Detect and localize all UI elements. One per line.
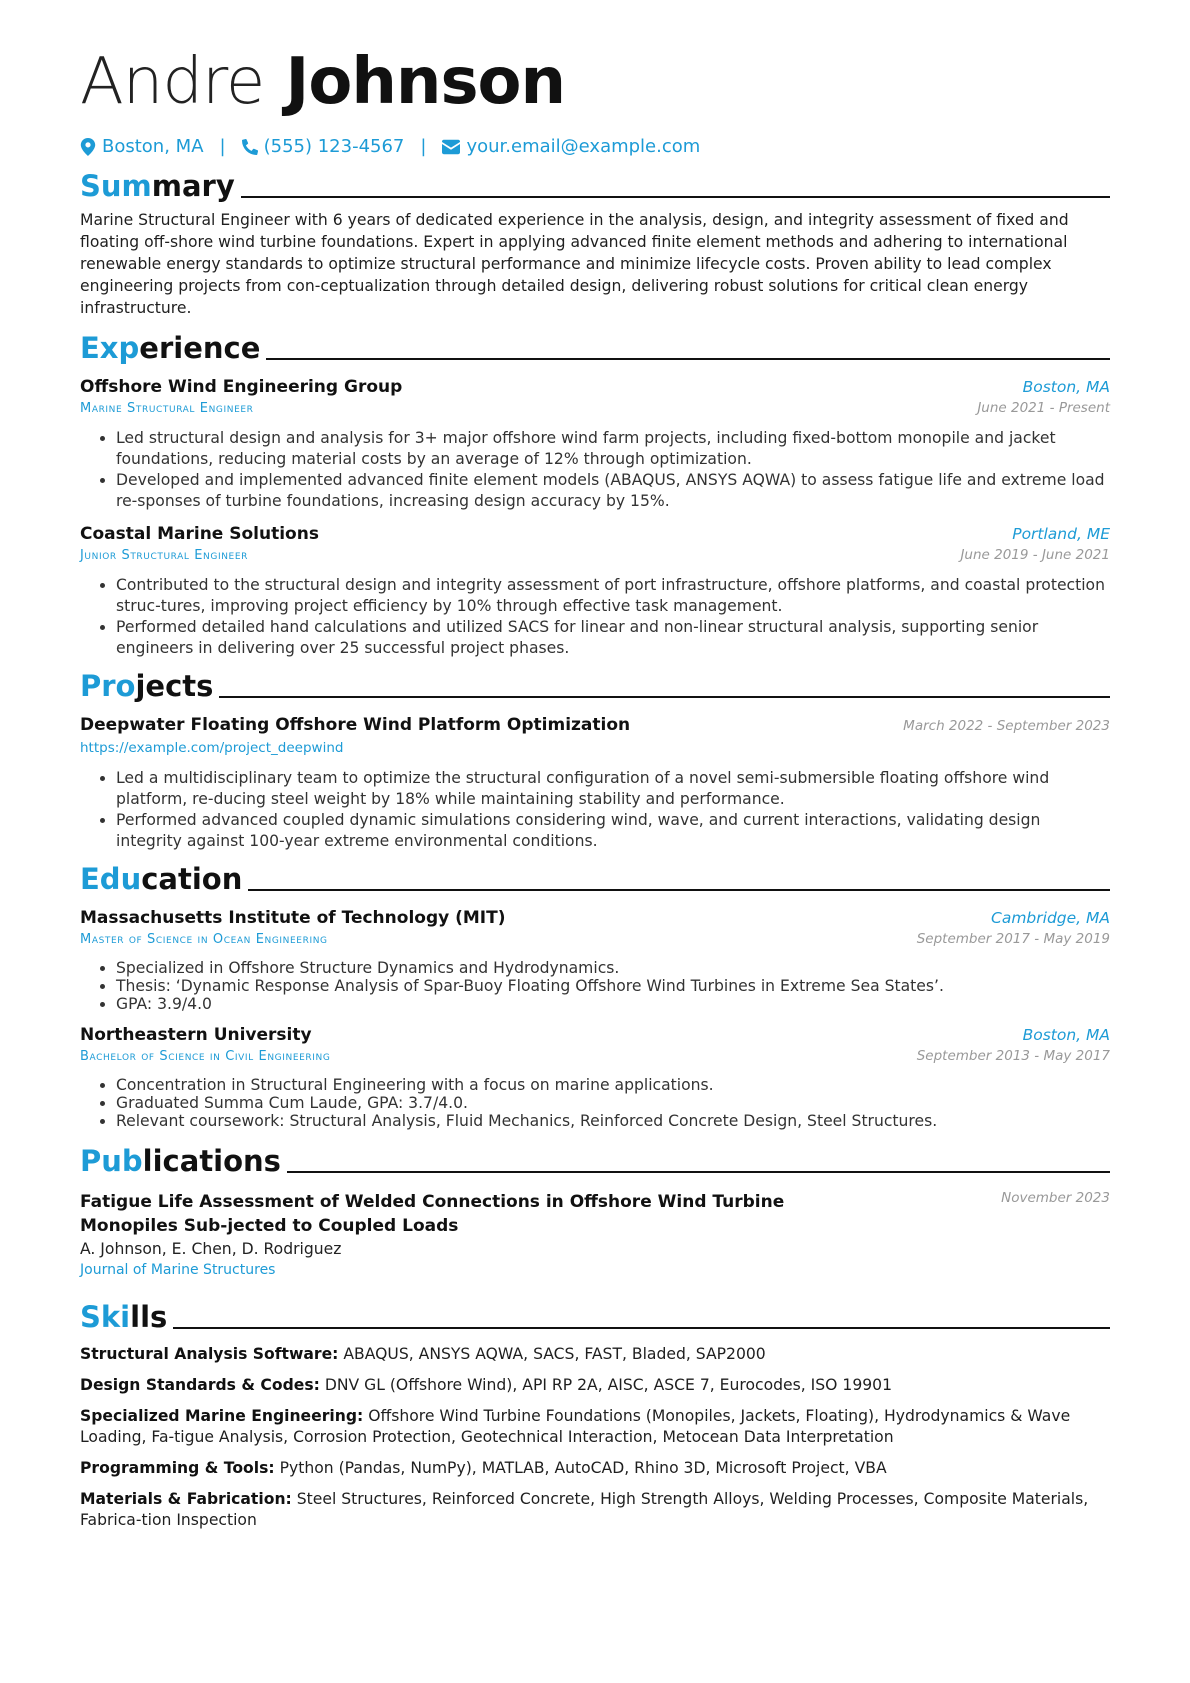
section-rule — [248, 889, 1110, 891]
bullet-item: • Led a multidisciplinary team to optimize the structural configuration of a novel semi-submersible floating offshore wind platform, re-ducing steel weight by 18% while maintaining stability and performance. — [116, 768, 1110, 810]
publication-entry — [80, 1190, 1110, 1278]
bullet-item: • Developed and implemented advanced finite element models (ABAQUS, ANSYS AQWA) to assess fatigue life and extreme load re-sponses of turbine foundations, increasing design accuracy by 15%. — [116, 470, 1110, 512]
section-experience-heading — [80, 331, 1110, 365]
publication-journal: Journal of Marine Structures — [80, 1262, 276, 1278]
job-title: Junior Structural Engineer — [80, 548, 248, 563]
skill-label: Specialized Marine Engineering: — [80, 1407, 364, 1425]
email-text: your.email@example.com — [466, 136, 701, 157]
experience-entry — [80, 377, 1110, 512]
skill-row — [80, 1344, 1110, 1365]
job-dates: June 2019 - June 2021 — [960, 547, 1110, 563]
contact-phone[interactable] — [242, 136, 405, 157]
section-rule — [266, 358, 1110, 360]
section-projects-heading — [80, 669, 1110, 703]
contact-separator: | — [219, 136, 226, 157]
section-title-accent: Exp — [80, 331, 140, 365]
contact-email[interactable] — [442, 136, 700, 157]
section-title-accent: Ski — [80, 1300, 131, 1334]
section-rule — [287, 1171, 1110, 1173]
section-rule — [241, 196, 1110, 198]
bullet-list — [80, 428, 1110, 512]
section-title-accent: Edu — [80, 862, 142, 896]
bullet-list — [80, 575, 1110, 659]
section-title-rest: erience — [139, 331, 261, 365]
section-title-accent: Pro — [80, 669, 136, 703]
skill-value: Python (Pandas, NumPy), MATLAB, AutoCAD, Rhino 3D, Microsoft Project, VBA — [279, 1459, 887, 1477]
skill-label: Design Standards & Codes: — [80, 1376, 320, 1394]
section-summary-heading — [80, 169, 1110, 203]
section-skills-heading — [80, 1300, 1110, 1334]
school-name: Northeastern University — [80, 1025, 312, 1045]
education-dates: September 2013 - May 2017 — [916, 1048, 1110, 1064]
section-title — [80, 331, 260, 365]
publication-title: Fatigue Life Assessment of Welded Connections in Offshore Wind Turbine Monopiles Sub-jected to Coupled Loads — [80, 1192, 785, 1236]
skill-label: Programming & Tools: — [80, 1459, 275, 1477]
bullet-list — [80, 768, 1110, 852]
contact-bar — [80, 136, 1110, 157]
education-dates: September 2017 - May 2019 — [916, 931, 1110, 947]
publication-authors: A. Johnson, E. Chen, D. Rodriguez — [80, 1240, 342, 1258]
section-title — [80, 862, 242, 896]
bullet-item: • Led structural design and analysis for 3+ major offshore wind farm projects, including fixed-bottom monopile and jacket foundations, reducing material costs by an average of 12% through optimization. — [116, 428, 1110, 470]
bullet-item: • Concentration in Structural Engineering with a focus on marine applications. — [116, 1076, 1110, 1094]
candidate-name — [80, 38, 1110, 126]
section-title-rest: mary — [151, 169, 235, 203]
section-title-rest: jects — [135, 669, 214, 703]
bullet-item: • Graduated Summa Cum Laude, GPA: 3.7/4.0. — [116, 1094, 1110, 1112]
job-dates: June 2021 - Present — [977, 400, 1110, 416]
bullet-list — [80, 959, 1110, 1013]
section-title — [80, 1144, 281, 1178]
section-title-rest: cation — [141, 862, 243, 896]
skill-value: DNV GL (Offshore Wind), API RP 2A, AISC, ASCE 7, Eurocodes, ISO 19901 — [324, 1376, 893, 1394]
bullet-item: • GPA: 3.9/4.0 — [116, 995, 1110, 1013]
skill-row — [80, 1458, 1110, 1479]
first-name: Andre — [80, 45, 265, 119]
section-title-accent: Pub — [80, 1144, 143, 1178]
employer-name: Offshore Wind Engineering Group — [80, 377, 403, 397]
skill-value: Offshore Wind Turbine Foundations (Monopiles, Jackets, Floating), Hydrodynamics & Wave Loading, Fa-tigue Analysis, Corrosion Protection, Geotechnical Interaction, Metocean Data Interpretation — [80, 1407, 1071, 1446]
summary-text: Marine Structural Engineer with 6 years of dedicated experience in the analysis, design, and integrity assessment of fixed and floating off-shore wind turbine foundations. Expert in applying advanced finite element methods and adhering to international renewable energy standards to optimize structural performance and minimize lifecycle costs. Proven ability to lead complex engineering projects from con-ceptualization through detailed design, delivering robust solutions for critical clean energy infrastructure. — [80, 211, 1069, 317]
bullet-item: • Specialized in Offshore Structure Dynamics and Hydrodynamics. — [116, 959, 1110, 977]
bullet-item: • Thesis: ‘Dynamic Response Analysis of Spar-Buoy Floating Offshore Wind Turbines in Extreme Sea States’. — [116, 977, 1110, 995]
section-publications-heading — [80, 1144, 1110, 1178]
degree: Bachelor of Science in Civil Engineering — [80, 1049, 331, 1064]
phone-icon — [242, 138, 258, 156]
skill-row — [80, 1406, 1110, 1448]
employer-name: Coastal Marine Solutions — [80, 524, 319, 544]
education-entry — [80, 1025, 1110, 1130]
section-title-rest: lls — [130, 1300, 168, 1334]
project-link[interactable]: https://example.com/project_deepwind — [80, 740, 344, 756]
employer-location: Boston, MA — [1022, 378, 1110, 396]
contact-location — [80, 136, 204, 157]
school-location: Cambridge, MA — [991, 909, 1110, 927]
project-dates: March 2022 - September 2023 — [903, 718, 1110, 734]
section-title — [80, 169, 235, 203]
section-title — [80, 1300, 167, 1334]
skill-label: Materials & Fabrication: — [80, 1490, 292, 1508]
section-title-rest: lications — [142, 1144, 281, 1178]
map-pin-icon — [80, 138, 96, 156]
contact-separator: | — [420, 136, 427, 157]
last-name: Johnson — [285, 45, 566, 119]
bullet-item: • Contributed to the structural design and integrity assessment of port infrastructure, offshore platforms, and coastal protection struc-tures, improving project efficiency by 10% through effective task management. — [116, 575, 1110, 617]
bullet-item: • Performed advanced coupled dynamic simulations considering wind, wave, and current interactions, validating design integrity against 100-year extreme environmental conditions. — [116, 810, 1110, 852]
skill-label: Structural Analysis Software: — [80, 1345, 339, 1363]
publication-date: November 2023 — [1001, 1190, 1110, 1206]
skill-row — [80, 1489, 1110, 1531]
project-name: Deepwater Floating Offshore Wind Platform Optimization — [80, 715, 631, 735]
school-location: Boston, MA — [1022, 1026, 1110, 1044]
section-rule — [173, 1327, 1110, 1329]
bullet-item: • Relevant coursework: Structural Analysis, Fluid Mechanics, Reinforced Concrete Design, Steel Structures. — [116, 1112, 1110, 1130]
education-entry — [80, 908, 1110, 1013]
employer-location: Portland, ME — [1012, 525, 1110, 543]
section-title-accent: Sum — [80, 169, 152, 203]
location-text: Boston, MA — [102, 136, 204, 157]
envelope-icon — [442, 139, 460, 155]
job-title: Marine Structural Engineer — [80, 401, 254, 416]
section-rule — [219, 696, 1110, 698]
bullet-list — [80, 1076, 1110, 1130]
project-entry — [80, 715, 1110, 852]
phone-text: (555) 123-4567 — [263, 136, 405, 157]
degree: Master of Science in Ocean Engineering — [80, 932, 328, 947]
school-name: Massachusetts Institute of Technology (MIT) — [80, 908, 506, 928]
experience-entry — [80, 524, 1110, 659]
section-education-heading — [80, 862, 1110, 896]
bullet-item: • Performed detailed hand calculations and utilized SACS for linear and non-linear structural analysis, supporting senior engineers in delivering over 25 successful project phases. — [116, 617, 1110, 659]
skill-value: ABAQUS, ANSYS AQWA, SACS, FAST, Bladed, SAP2000 — [343, 1345, 766, 1363]
section-title — [80, 669, 213, 703]
skill-value: Steel Structures, Reinforced Concrete, High Strength Alloys, Welding Processes, Composite Materials, Fabrica-tion Inspection — [80, 1490, 1089, 1529]
skill-row — [80, 1375, 1110, 1396]
